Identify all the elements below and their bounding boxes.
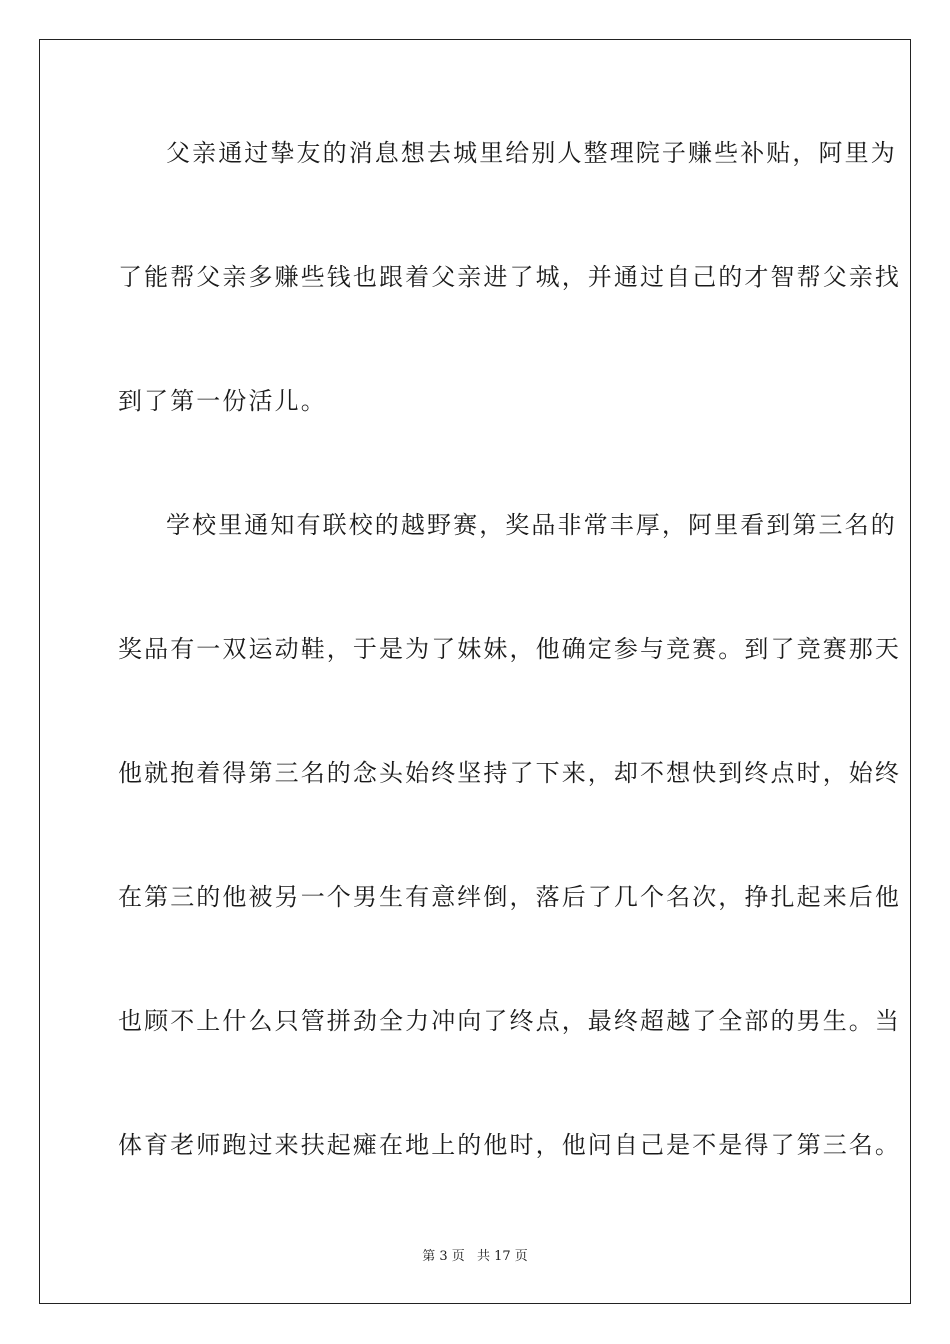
paragraph-1-line-2: 了能帮父亲多赚些钱也跟着父亲进了城，并通过自己的才智帮父亲找	[118, 263, 901, 291]
paragraph-2-line-6: 体育老师跑过来扶起瘫在地上的他时，他问自己是不是得了第三名。	[118, 1131, 901, 1159]
paragraph-2-line-4: 在第三的他被另一个男生有意绊倒，落后了几个名次，挣扎起来后他	[118, 883, 901, 911]
page-border	[39, 39, 911, 1304]
paragraph-2-line-3: 他就抱着得第三名的念头始终坚持了下来，却不想快到终点时，始终	[118, 759, 901, 787]
paragraph-1-line-3: 到了第一份活儿。	[118, 387, 327, 415]
paragraph-2-line-2: 奖品有一双运动鞋，于是为了妹妹，他确定参与竞赛。到了竞赛那天	[118, 635, 901, 663]
total-pages: 共 17 页	[476, 1249, 528, 1264]
paragraph-2-line-5: 也顾不上什么只管拼劲全力冲向了终点，最终超越了全部的男生。当	[118, 1007, 901, 1035]
paragraph-2-line-1: 学校里通知有联校的越野赛，奖品非常丰厚，阿里看到第三名的	[166, 511, 897, 539]
paragraph-1-line-1: 父亲通过挚友的消息想去城里给别人整理院子赚些补贴，阿里为	[166, 139, 897, 167]
page-number: 第 3 页	[422, 1249, 465, 1264]
page-footer	[0, 1248, 950, 1266]
